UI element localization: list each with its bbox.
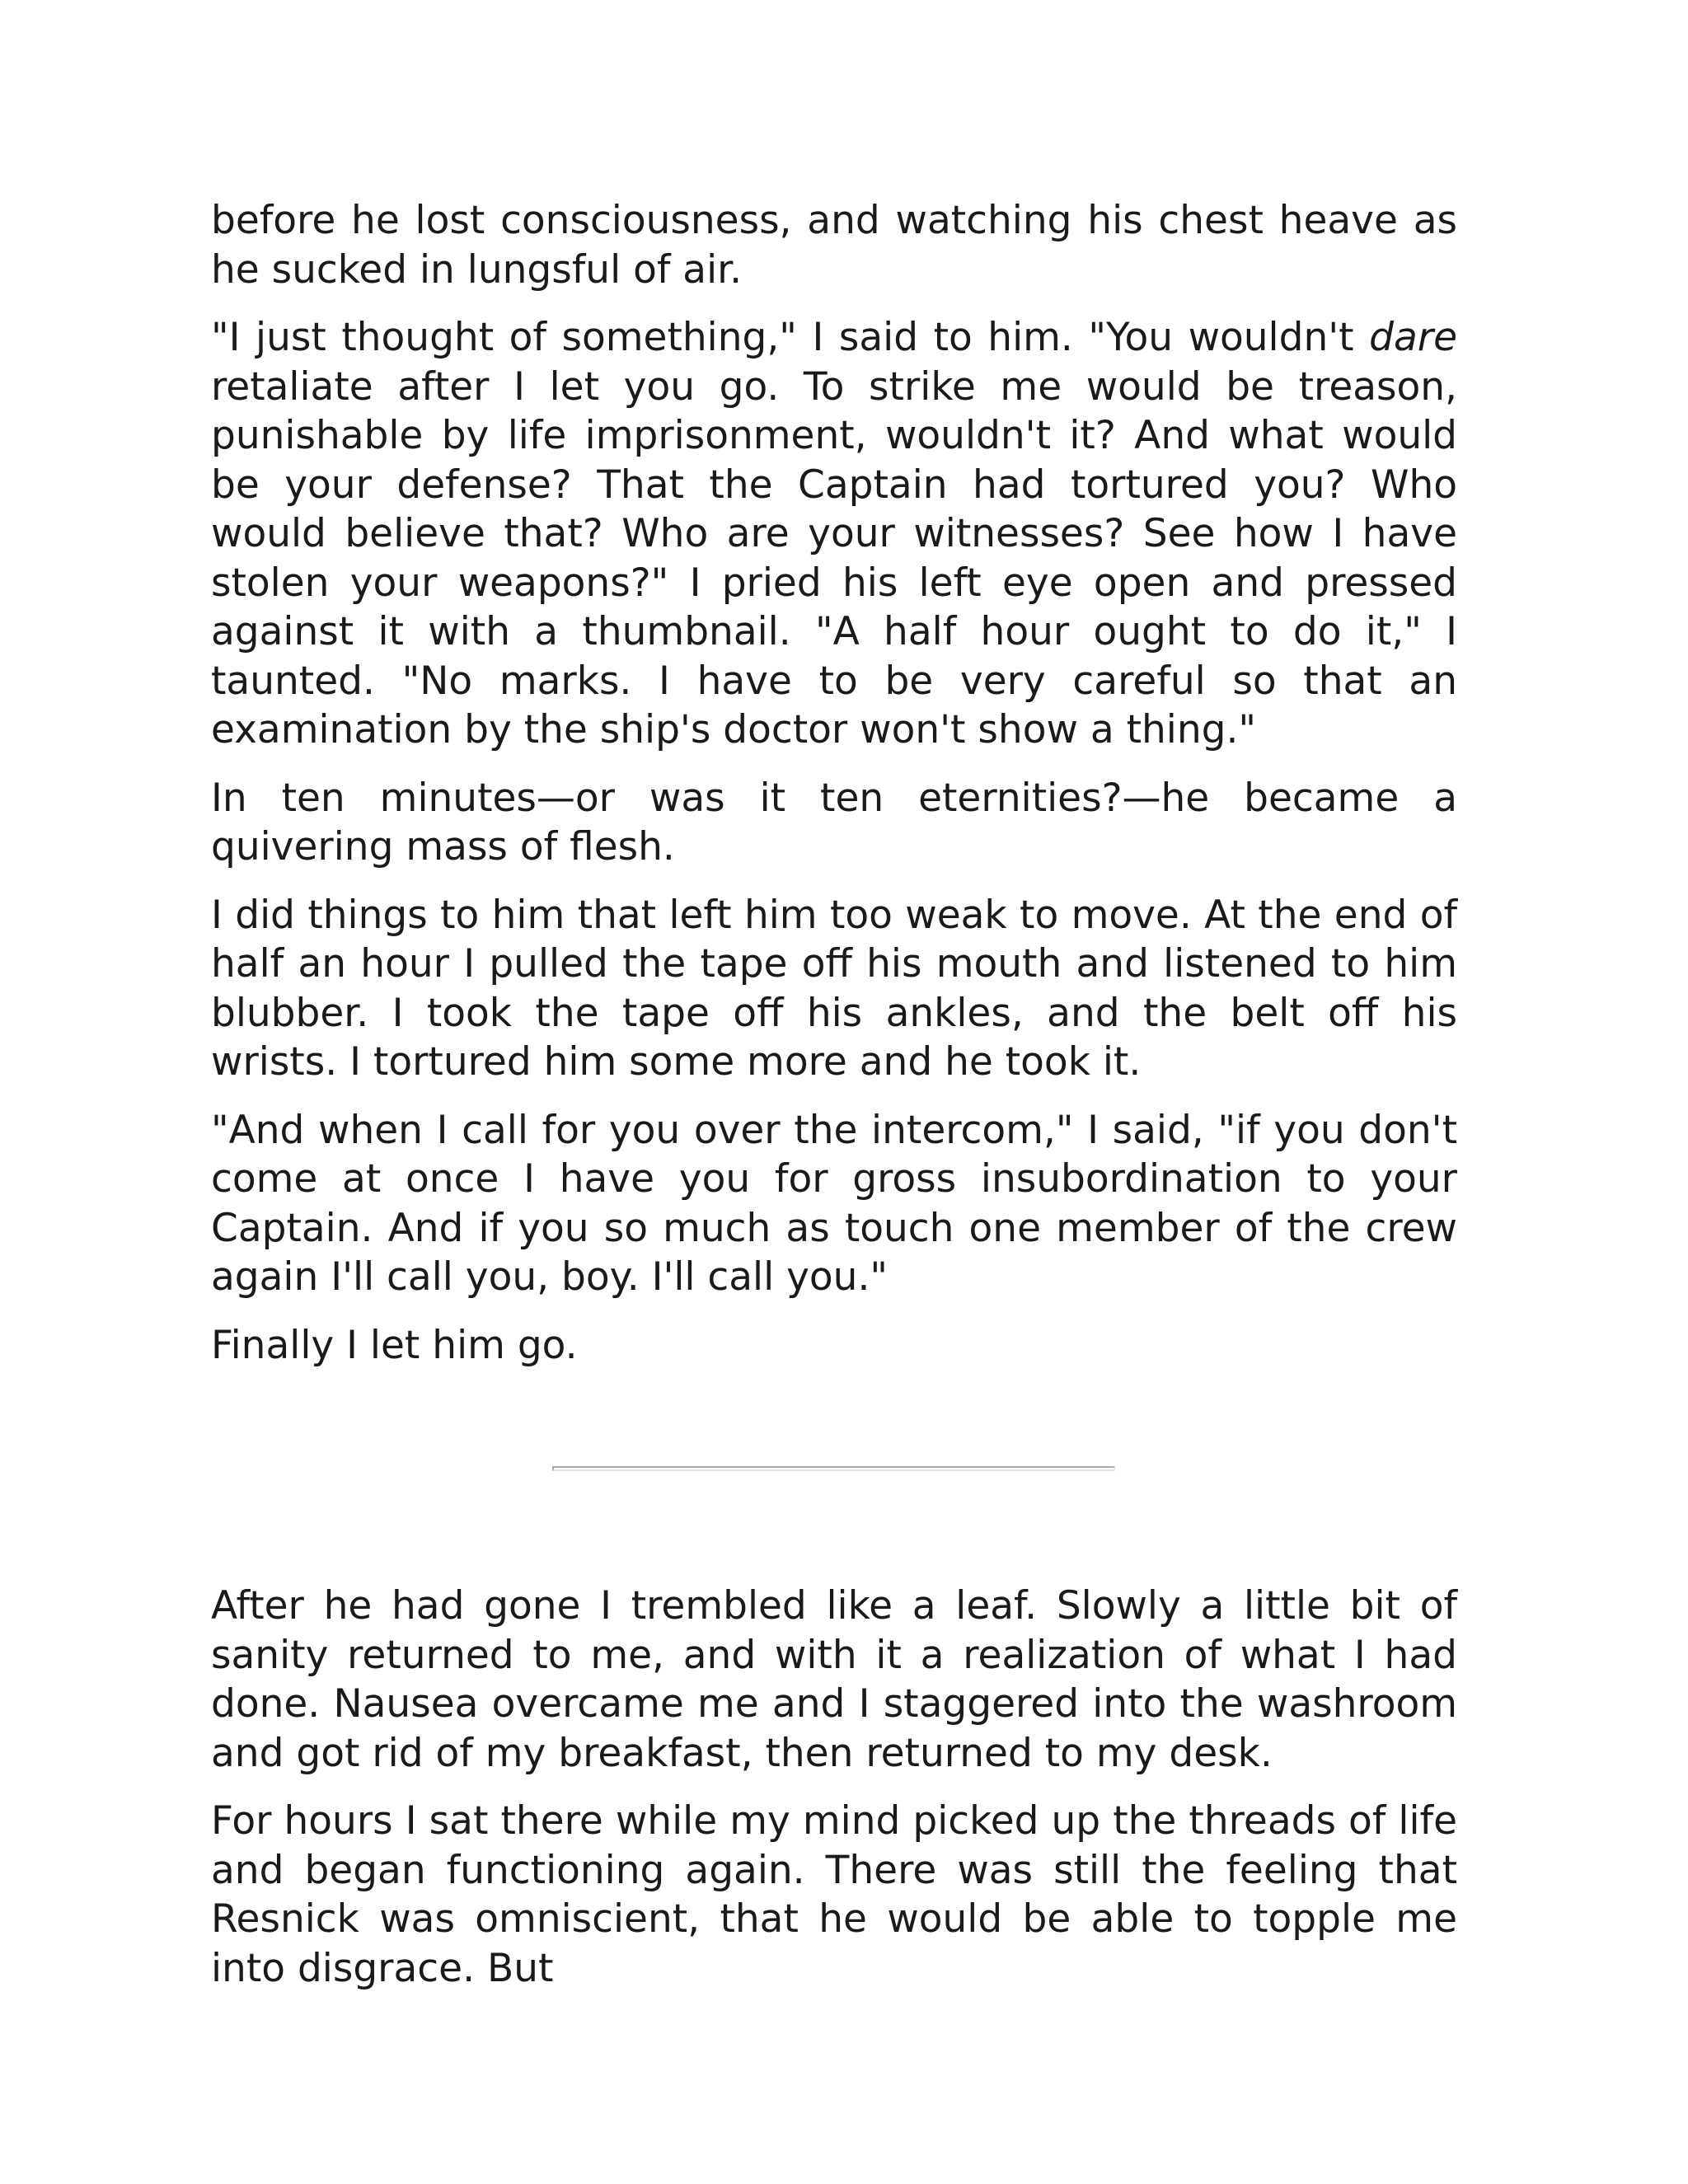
- book-page: [211, 196, 1457, 2012]
- paragraph-text: retaliate after I let you go. To strike me would be treason, punishable by life imprisonment, wouldn't it? And what would be your defense? That the Captain had tortured you? Who would believe that? Who are your witnesses? See how I have stolen your weapons?" I pried his left eye open and pressed against it with a thumbnail. "A half hour ought to do it," I taunted. "No marks. I have to be very careful so that an examination by the ship's doctor won't show a thing.": [211, 363, 1457, 752]
- horizontal-rule: [552, 1466, 1115, 1471]
- paragraph: before he lost consciousness, and watching his chest heave as he sucked in lungsful of air.: [211, 198, 1457, 293]
- paragraph: "And when I call for you over the intercom," I said, "if you don't come at once I have you for gross insubordination to your Captain. And if you so much as touch one member of the crew again I'll call you, boy. I'll call you.": [211, 1107, 1457, 1300]
- paragraph: [211, 313, 1457, 755]
- paragraph-text: "I just thought of something," I said to him. "You wouldn't: [211, 315, 1370, 360]
- paragraph: After he had gone I trembled like a leaf. Slowly a little bit of sanity returned to me, and with it a realization of what I had done. Nausea overcame me and I staggered into the washroom and got rid of my breakfast, then returned to my desk.: [211, 1583, 1457, 1776]
- paragraph: In ten minutes—or was it ten eternities?—he became a quivering mass of flesh.: [211, 775, 1457, 869]
- paragraph: For hours I sat there while my mind picked up the threads of life and began functioning again. There was still the feeling that Resnick was omniscient, that he would be able to topple me into disgrace. But: [211, 1798, 1457, 1991]
- emphasized-word: dare: [1369, 315, 1457, 360]
- section-break: [211, 1370, 1457, 1582]
- paragraph: Finally I let him go.: [211, 1322, 578, 1368]
- paragraph: I did things to him that left him too weak to move. At the end of half an hour I pulled the tape off his mouth and listened to him blubber. I took the tape off his ankles, and the belt off his wrists. I tortured him some more and he took it.: [211, 892, 1457, 1085]
